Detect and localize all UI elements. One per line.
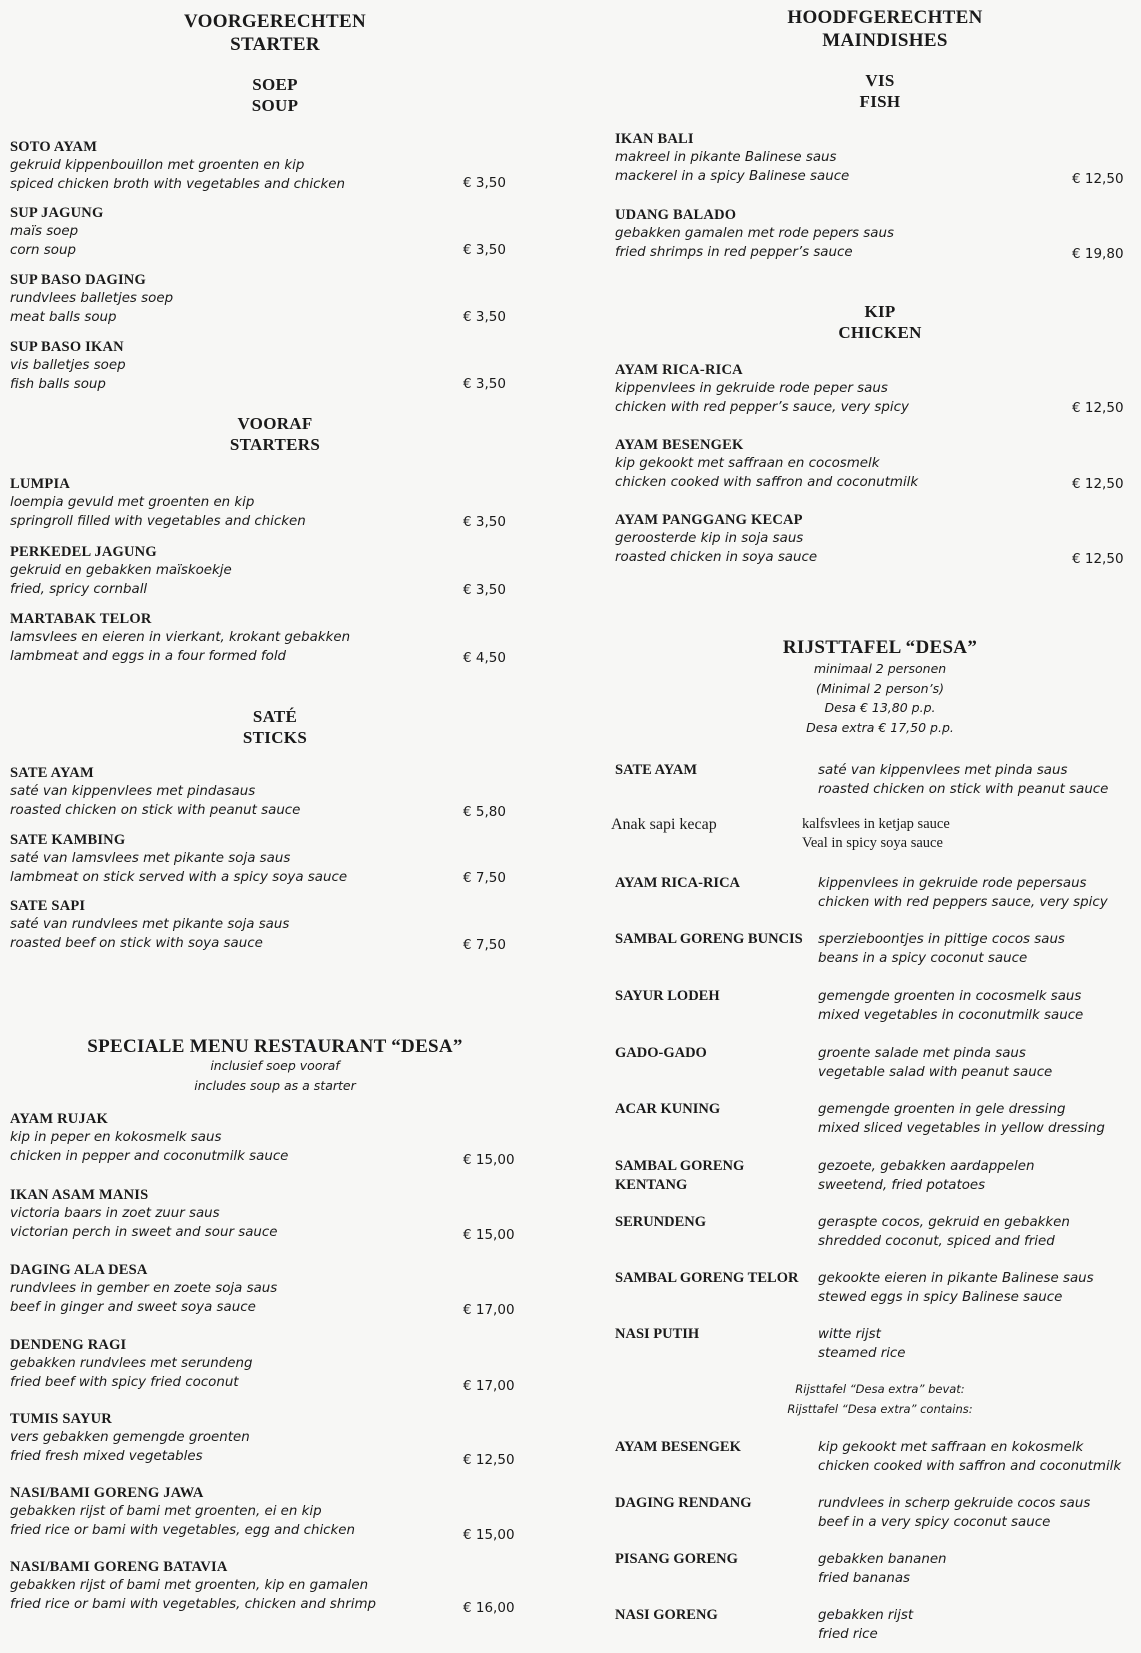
price: € 3,50 (463, 582, 506, 598)
rijsttafel-item-desc: gemengde groenten in gele dressing mixed sliced vegetables in yellow dressing (818, 1102, 1105, 1136)
rijsttafel-item-name: ACAR KUNING (615, 1101, 721, 1117)
rijsttafel-item-desc: kippenvlees in gekruide rode pepersaus chicken with red peppers sauce, very spicy (818, 876, 1108, 910)
menu-item-lumpia: LUMPIA loempia gevuld met groenten en kip springroll filled with vegetables and chicken (10, 476, 306, 529)
menu-item-udang-balado: UDANG BALADO gebakken gamalen met rode pepers saus fried shrimps in red pepper’s sauce (615, 207, 894, 260)
menu-item-daging-ala-desa: DAGING ALA DESA rundvlees in gember en zoete soja saus beef in ginger and sweet soya sauce (10, 1262, 278, 1315)
price: € 12,50 (1072, 171, 1124, 187)
rijsttafel-item-desc: kalfsvlees in ketjap sauce Veal in spicy soya sauce (802, 816, 950, 851)
menu-item-sup-baso-ikan: SUP BASO IKAN vis balletjes soep fish balls soup (10, 339, 126, 392)
price: € 12,50 (1072, 400, 1124, 416)
main-dishes-header: HOODFGERECHTEN MAINDISHES (787, 7, 983, 51)
price: € 3,50 (463, 175, 506, 191)
rijsttafel-item-desc: sperzieboontjes in pittige cocos saus beans in a spicy coconut sauce (818, 932, 1065, 966)
price: € 17,00 (463, 1378, 515, 1394)
menu-item-sate-kambing: SATE KAMBING saté van lamsvlees met pikante soja saus lambmeat on stick served with a spicy soya sauce (10, 832, 348, 885)
menu-item-ayam-besengek: AYAM BESENGEK kip gekookt met saffraan en cocosmelk chicken cooked with saffron and coconutmilk (615, 437, 919, 490)
rijsttafel-item-desc: groente salade met pinda saus vegetable salad with peanut sauce (818, 1046, 1053, 1080)
rijsttafel-item-name: AYAM RICA-RICA (615, 875, 741, 891)
rijsttafel-item-desc: gemengde groenten in cocosmelk saus mixed vegetables in coconutmilk sauce (818, 989, 1084, 1023)
desa-extra-item-name: PISANG GORENG (615, 1551, 738, 1567)
desa-extra-subtitle: Rijsttafel “Desa extra” bevat: Rijsttafel “Desa extra” contains: (787, 1382, 973, 1416)
menu-item-ikan-bali: IKAN BALI makreel in pikante Balinese saus mackerel in a spicy Balinese sauce (615, 131, 850, 184)
price: € 17,00 (463, 1302, 515, 1318)
desa-extra-item-desc: rundvlees in scherp gekruide cocos saus beef in a very spicy coconut sauce (818, 1496, 1091, 1530)
desa-extra-item-name: DAGING RENDANG (615, 1495, 752, 1511)
rijsttafel-item-name: SAMBAL GORENG BUNCIS (615, 931, 803, 947)
menu-item-ayam-panggang-kecap: AYAM PANGGANG KECAP geroosterde kip in soja saus roasted chicken in soya sauce (615, 512, 818, 565)
menu-item-tumis-sayur: TUMIS SAYUR vers gebakken gemengde groenten fried fresh mixed vegetables (10, 1411, 250, 1464)
price: € 3,50 (463, 309, 506, 325)
desa-extra-item-desc: kip gekookt met saffraan en kokosmelk chicken cooked with saffron and coconutmilk (818, 1440, 1122, 1474)
rijsttafel-item-name: Anak sapi kecap (611, 816, 717, 833)
fish-header: VIS FISH (859, 71, 901, 111)
menu-item-sup-baso-daging: SUP BASO DAGING rundvlees balletjes soep meat balls soup (10, 272, 174, 325)
rijsttafel-subtitle: minimaal 2 personen (Minimal 2 person’s) Desa € 13,80 p.p. Desa extra € 17,50 p.p. (806, 661, 954, 735)
rijsttafel-header: RIJSTTAFEL “DESA” (782, 637, 978, 658)
menu-item-nasi-bami-goreng-jawa: NASI/BAMI GORENG JAWA gebakken rijst of bami met groenten, ei en kip fried rice or bami with vegetables, egg and chicken (10, 1485, 356, 1538)
chicken-header: KIP CHICKEN (838, 302, 922, 342)
soup-header: SOEP SOUP (251, 75, 299, 115)
menu-item-soto-ayam: SOTO AYAM gekruid kippenbouillon met groenten en kip spiced chicken broth with vegetables and chicken (10, 139, 345, 192)
menu-item-perkedel-jagung: PERKEDEL JAGUNG gekruid en gebakken maïskoekje fried, spricy cornball (10, 544, 232, 597)
rijsttafel-item-desc: saté van kippenvlees met pinda saus roasted chicken on stick with peanut sauce (818, 763, 1109, 797)
rijsttafel-item-name: SERUNDENG (615, 1214, 707, 1230)
desa-extra-item-name: NASI GORENG (615, 1607, 718, 1623)
menu-item-ayam-rica-rica: AYAM RICA-RICA kippenvlees in gekruide rode peper saus chicken with red pepper’s sauce, very spicy (615, 362, 909, 415)
price: € 12,50 (1072, 551, 1124, 567)
price: € 3,50 (463, 242, 506, 258)
price: € 5,80 (463, 804, 506, 820)
menu-item-nasi-bami-goreng-batavia: NASI/BAMI GORENG BATAVIA gebakken rijst of bami met groenten, kip en gamalen fried rice or bami with vegetables, chicken and shrimp (10, 1559, 377, 1612)
rijsttafel-item-desc: witte rijst steamed rice (818, 1327, 906, 1361)
special-menu-header: SPECIALE MENU RESTAURANT “DESA” (87, 1036, 463, 1057)
rijsttafel-item-name: SAMBAL GORENG KENTANG (615, 1158, 745, 1193)
price: € 12,50 (1072, 476, 1124, 492)
starter-header: VOORGERECHTEN STARTER (184, 11, 366, 55)
sate-header: SATÉ STICKS (242, 707, 308, 747)
rijsttafel-item-name: SAMBAL GORENG TELOR (615, 1270, 799, 1286)
menu-item-sate-ayam: SATE AYAM saté van kippenvlees met pindasaus roasted chicken on stick with peanut sauce (10, 765, 301, 818)
desa-extra-item-desc: gebakken rijst fried rice (818, 1608, 914, 1642)
price: € 12,50 (463, 1452, 515, 1468)
rijsttafel-item-name: SATE AYAM (615, 762, 698, 778)
desa-extra-item-name: AYAM BESENGEK (615, 1439, 741, 1455)
rijsttafel-item-desc: gekookte eieren in pikante Balinese saus stewed eggs in spicy Balinese sauce (818, 1271, 1094, 1305)
menu-item-martabak-telor: MARTABAK TELOR lamsvlees en eieren in vierkant, krokant gebakken lambmeat and eggs in a four formed fold (10, 611, 351, 664)
rijsttafel-item-name: GADO-GADO (615, 1045, 707, 1061)
price: € 15,00 (463, 1227, 515, 1243)
vooraf-header: VOORAF STARTERS (229, 414, 321, 454)
price: € 15,00 (463, 1527, 515, 1543)
price: € 16,00 (463, 1600, 515, 1616)
rijsttafel-item-name: SAYUR LODEH (615, 988, 720, 1004)
menu-item-ikan-asam-manis: IKAN ASAM MANIS victoria baars in zoet zuur saus victorian perch in sweet and sour sauce (10, 1187, 278, 1240)
price: € 3,50 (463, 514, 506, 530)
rijsttafel-item-name: NASI PUTIH (615, 1326, 700, 1342)
menu-item-sup-jagung: SUP JAGUNG maïs soep corn soup (10, 205, 104, 258)
menu-item-ayam-rujak: AYAM RUJAK kip in peper en kokosmelk saus chicken in pepper and coconutmilk sauce (10, 1111, 289, 1164)
price: € 19,80 (1072, 246, 1124, 262)
rijsttafel-item-desc: gezoete, gebakken aardappelen sweetend, fried potatoes (818, 1159, 1035, 1193)
price: € 3,50 (463, 376, 506, 392)
special-menu-subtitle: inclusief soep vooraf includes soup as a starter (194, 1058, 356, 1093)
menu-item-sate-sapi: SATE SAPI saté van rundvlees met pikante soja saus roasted beef on stick with soya sauce (10, 898, 290, 951)
desa-extra-item-desc: gebakken bananen fried bananas (818, 1552, 947, 1586)
price: € 4,50 (463, 650, 506, 666)
price: € 7,50 (463, 937, 506, 953)
price: € 15,00 (463, 1152, 515, 1168)
rijsttafel-item-desc: geraspte cocos, gekruid en gebakken shredded coconut, spiced and fried (818, 1215, 1070, 1249)
price: € 7,50 (463, 870, 506, 886)
menu-item-dendeng-ragi: DENDENG RAGI gebakken rundvlees met serundeng fried beef with spicy fried coconut (10, 1337, 253, 1390)
